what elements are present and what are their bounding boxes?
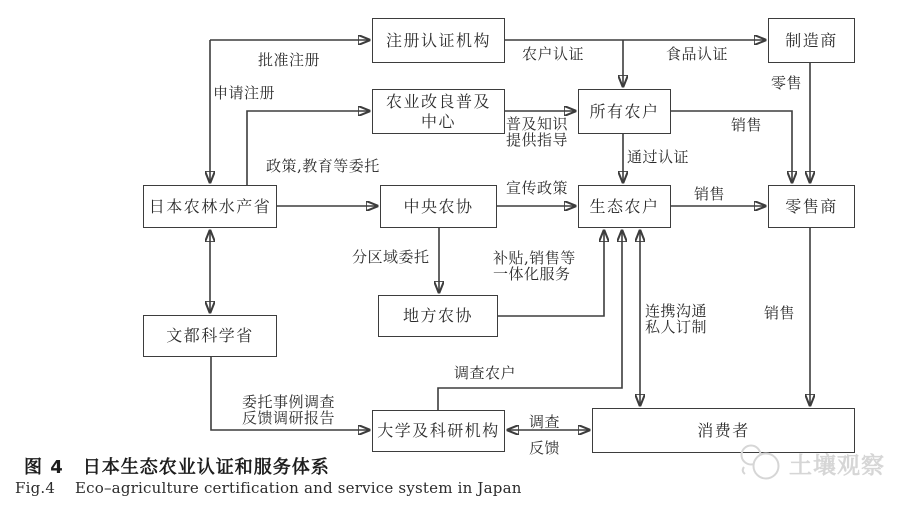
node-label: 零售商 [785, 196, 838, 216]
watermark [738, 443, 885, 483]
edge-label-line: 宣传政策 [506, 179, 569, 197]
edge-label-sales-eco [694, 186, 725, 202]
node-label: 消费者 [697, 420, 750, 440]
node-eco-farmers [578, 185, 671, 228]
edge-label-liaison [645, 303, 707, 335]
figure-caption-en: Fig.4 Eco–agriculture certification and service system in Japan [15, 479, 522, 497]
edge-label-line: 委托事例调查 [242, 393, 336, 411]
edge-label-line: 申请注册 [213, 84, 276, 102]
node-mext [143, 315, 277, 357]
node-retailer [768, 185, 855, 228]
edge-label-line: 补贴,销售等 [493, 249, 576, 267]
edge-label-survey-feedback [529, 409, 560, 461]
node-extension-center [372, 89, 505, 134]
node-reg-agency [372, 18, 505, 63]
edge-label-line: 私人订制 [645, 318, 708, 336]
edge-label-policy-education [266, 158, 380, 174]
edge-label-sales-retailer [764, 305, 795, 321]
edge-label-line: 食品认证 [666, 45, 729, 63]
figure-caption-zh: 图 4 日本生态农业认证和服务体系 [24, 457, 330, 478]
edge-label-line: 政策,教育等委托 [266, 157, 380, 175]
node-label: 中心 [420, 111, 456, 131]
edge-label-sales-allfarmers [731, 117, 762, 133]
edge-label-line: 销售 [731, 116, 763, 134]
node-maff [143, 185, 277, 228]
node-label: 大学及科研机构 [377, 421, 500, 440]
edge-label-apply-register [213, 85, 275, 101]
node-label: 地方农协 [402, 306, 473, 325]
edge-label-line: 通过认证 [627, 148, 690, 166]
edge-label-publicize-policy [506, 180, 568, 196]
edge-label-line: 提供指导 [506, 131, 569, 149]
edge-label-spread-knowledge [506, 116, 568, 148]
edge-label-line: 农户认证 [522, 45, 585, 63]
edge-label-line: 分区域委托 [352, 248, 430, 266]
edge-label-line: 连携沟通 [645, 302, 708, 320]
edge-label-line: 调查农户 [454, 364, 517, 382]
edge-label-approve-register [258, 52, 320, 68]
node-label: 注册认证机构 [385, 30, 491, 50]
node-label: 日本农林水产省 [148, 196, 272, 216]
node-label: 生态农户 [589, 196, 660, 216]
node-label: 农业改良普及 [385, 91, 491, 111]
edge-label-pass-cert [627, 149, 689, 165]
edge-label-survey-farmers [454, 365, 516, 381]
watermark-text: 土壤观察 [789, 452, 885, 479]
node-university [372, 410, 505, 452]
edge-label-line: 反馈 [529, 439, 561, 457]
edge-label-farmer-cert [522, 46, 584, 62]
node-central-coop [380, 185, 497, 228]
edge-label-line: 普及知识 [506, 115, 569, 133]
edge-label-line: 销售 [694, 185, 726, 203]
soil-observation-logo-icon [738, 443, 784, 483]
edge-label-line: 销售 [764, 304, 796, 322]
edge-label-subregion [352, 249, 430, 265]
edge-label-subsidy [493, 250, 576, 282]
node-label: 所有农户 [589, 101, 660, 121]
node-manufacturer [768, 18, 855, 63]
node-all-farmers [578, 89, 671, 134]
edge-label-line: 调查 [529, 413, 561, 431]
node-label: 文都科学省 [166, 326, 254, 345]
edge-label-line: 一体化服务 [493, 265, 571, 283]
edge-label-line: 反馈调研报告 [242, 409, 336, 427]
edge-label-line: 零售 [771, 74, 803, 92]
edge-label-food-cert [666, 46, 728, 62]
node-label: 制造商 [785, 30, 838, 50]
node-local-coop [378, 295, 498, 337]
edge-label-retail [771, 75, 802, 91]
node-label: 中央农协 [403, 196, 474, 216]
edge-label-line: 批准注册 [258, 51, 321, 69]
edge-label-commission-survey [242, 394, 335, 426]
